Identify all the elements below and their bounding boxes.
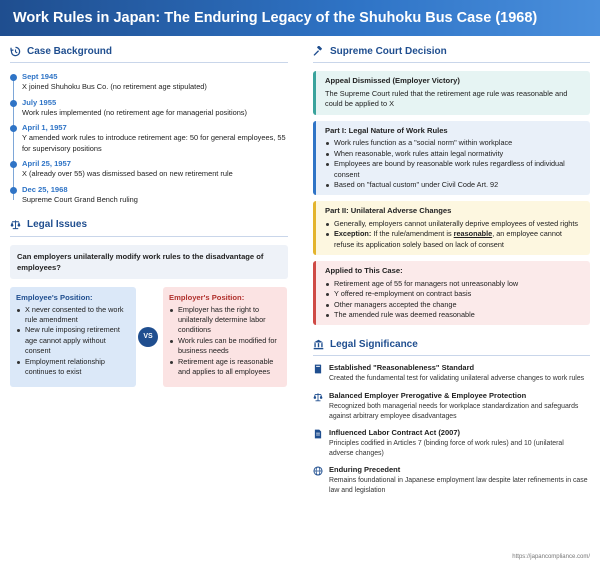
card-title: Applied to This Case: [325, 266, 403, 276]
timeline-text: Y amended work rules to introduce retirement age: 50 for general employees, 55 for supervisory positions [22, 133, 286, 153]
list-item: Retirement age of 55 for managers not unreasonably low [325, 279, 583, 289]
timeline-date: July 1955 [22, 97, 57, 107]
employee-position [10, 287, 136, 387]
significance-text: Remains foundational in Japanese employment law despite later refinements in case law and legislation [329, 477, 588, 494]
scales-icon [10, 219, 21, 230]
scales-icon [313, 392, 323, 402]
timeline-item [22, 71, 288, 93]
significance-title: Balanced Employer Prerogative & Employee Protection [329, 391, 527, 401]
exception-label: Exception: [334, 229, 372, 239]
legal-issues-heading: Legal Issues [10, 218, 288, 232]
timeline-date: Dec 25, 1968 [22, 184, 68, 194]
card-title: Part II: Unilateral Adverse Changes [325, 206, 452, 216]
employee-position-title: Employee's Position: [16, 292, 93, 302]
list-item: X never consented to the work rule amendment [16, 305, 130, 326]
document-icon [313, 429, 323, 439]
significance-title: Influenced Labor Contract Act (2007) [329, 428, 460, 438]
list-item: Employees are bound by reasonable work rules regardless of individual consent [325, 159, 583, 180]
divider [313, 355, 590, 356]
list-item: Generally, employers cannot unilaterally deprive employees of vested rights [325, 219, 583, 229]
divider [10, 236, 288, 237]
card-text: The Supreme Court ruled that the retirement age rule was reasonable and could be applied to X [325, 88, 568, 109]
significance-text: Principles codified in Articles 7 (binding force of work rules) and 10 (unilateral adverse changes) [329, 440, 564, 457]
timeline [10, 71, 288, 206]
applied-card [313, 261, 590, 325]
divider [10, 62, 288, 63]
significance-item [313, 465, 590, 495]
list-item: Other managers accepted the change [325, 300, 583, 310]
list-item: Exception: If the rule/amendment is reasonable, an employee cannot refuse its application solely based on lack of consent [325, 229, 583, 250]
timeline-text: X (already over 55) was dismissed based on new retirement rule [22, 169, 233, 179]
timeline-item [22, 184, 288, 206]
vs-badge: VS [138, 327, 158, 347]
list-item: Based on "factual custom" under Civil Code Art. 92 [325, 180, 583, 190]
part2-card [313, 201, 590, 255]
timeline-item [22, 97, 288, 119]
case-background-heading: Case Background [10, 44, 288, 58]
footer-url[interactable]: https://japancompliance.com/ [512, 554, 590, 560]
list-item: New rule imposing retirement age cannot apply without consent [16, 325, 130, 356]
positions-comparison [10, 287, 288, 387]
employer-position-title: Employer's Position: [169, 292, 245, 302]
significance-item [313, 363, 590, 384]
reasonable-keyword: reasonable [453, 229, 493, 239]
right-column [313, 44, 590, 496]
divider [313, 62, 590, 63]
card-title: Appeal Dismissed (Employer Victory) [325, 76, 460, 85]
book-icon [313, 364, 323, 374]
part1-card [313, 121, 590, 196]
list-item: Work rules function as a "social norm" within workplace [325, 138, 583, 148]
card-title: Part I: Legal Nature of Work Rules [325, 125, 448, 135]
list-item: Retirement age is reasonable and applies to all employees [169, 357, 281, 378]
timeline-date: April 1, 1957 [22, 123, 67, 133]
timeline-item [22, 122, 288, 154]
list-item: The amended rule was deemed reasonable [325, 310, 583, 320]
history-icon [10, 46, 21, 57]
timeline-text: X joined Shuhoku Bus Co. (no retirement age stipulated) [22, 82, 207, 91]
significance-item [313, 391, 590, 421]
list-item: Employer has the right to unilaterally determine labor conditions [169, 305, 281, 336]
decision-dismissed-card [313, 71, 590, 115]
significance-item [313, 428, 590, 458]
significance-title: Established "Reasonableness" Standard [329, 363, 475, 373]
significance-text: Created the fundamental test for validating unilateral adverse changes to work rules [329, 375, 585, 383]
list-item: When reasonable, work rules attain legal normativity [325, 149, 583, 159]
significance-title: Enduring Precedent [329, 465, 401, 475]
employer-position [163, 287, 287, 387]
timeline-text: Supreme Court Grand Bench ruling [22, 194, 138, 204]
timeline-date: Sept 1945 [22, 72, 58, 81]
timeline-item [22, 158, 288, 180]
supreme-court-heading: Supreme Court Decision [313, 44, 590, 58]
page-title: Work Rules in Japan: The Enduring Legacy of the Shuhoku Bus Case (1968) [0, 0, 600, 36]
significance-text: Recognized both managerial needs for workplace standardization and safeguards against arbitrary employee disadvantages [329, 403, 579, 420]
timeline-text: Work rules implemented (no retirement age for managerial positions) [22, 107, 247, 117]
gavel-icon [313, 46, 324, 57]
timeline-date: April 25, 1957 [22, 159, 71, 169]
key-question: Can employers unilaterally modify work rules to the disadvantage of employees? [10, 245, 288, 279]
globe-icon [313, 466, 323, 476]
list-item: Work rules can be modified for business needs [169, 336, 281, 357]
landmark-icon [313, 339, 324, 350]
left-column [10, 44, 288, 387]
list-item: Employment relationship continues to exist [16, 357, 130, 378]
list-item: Y offered re-employment on contract basis [325, 289, 583, 299]
legal-significance-heading: Legal Significance [313, 337, 590, 351]
